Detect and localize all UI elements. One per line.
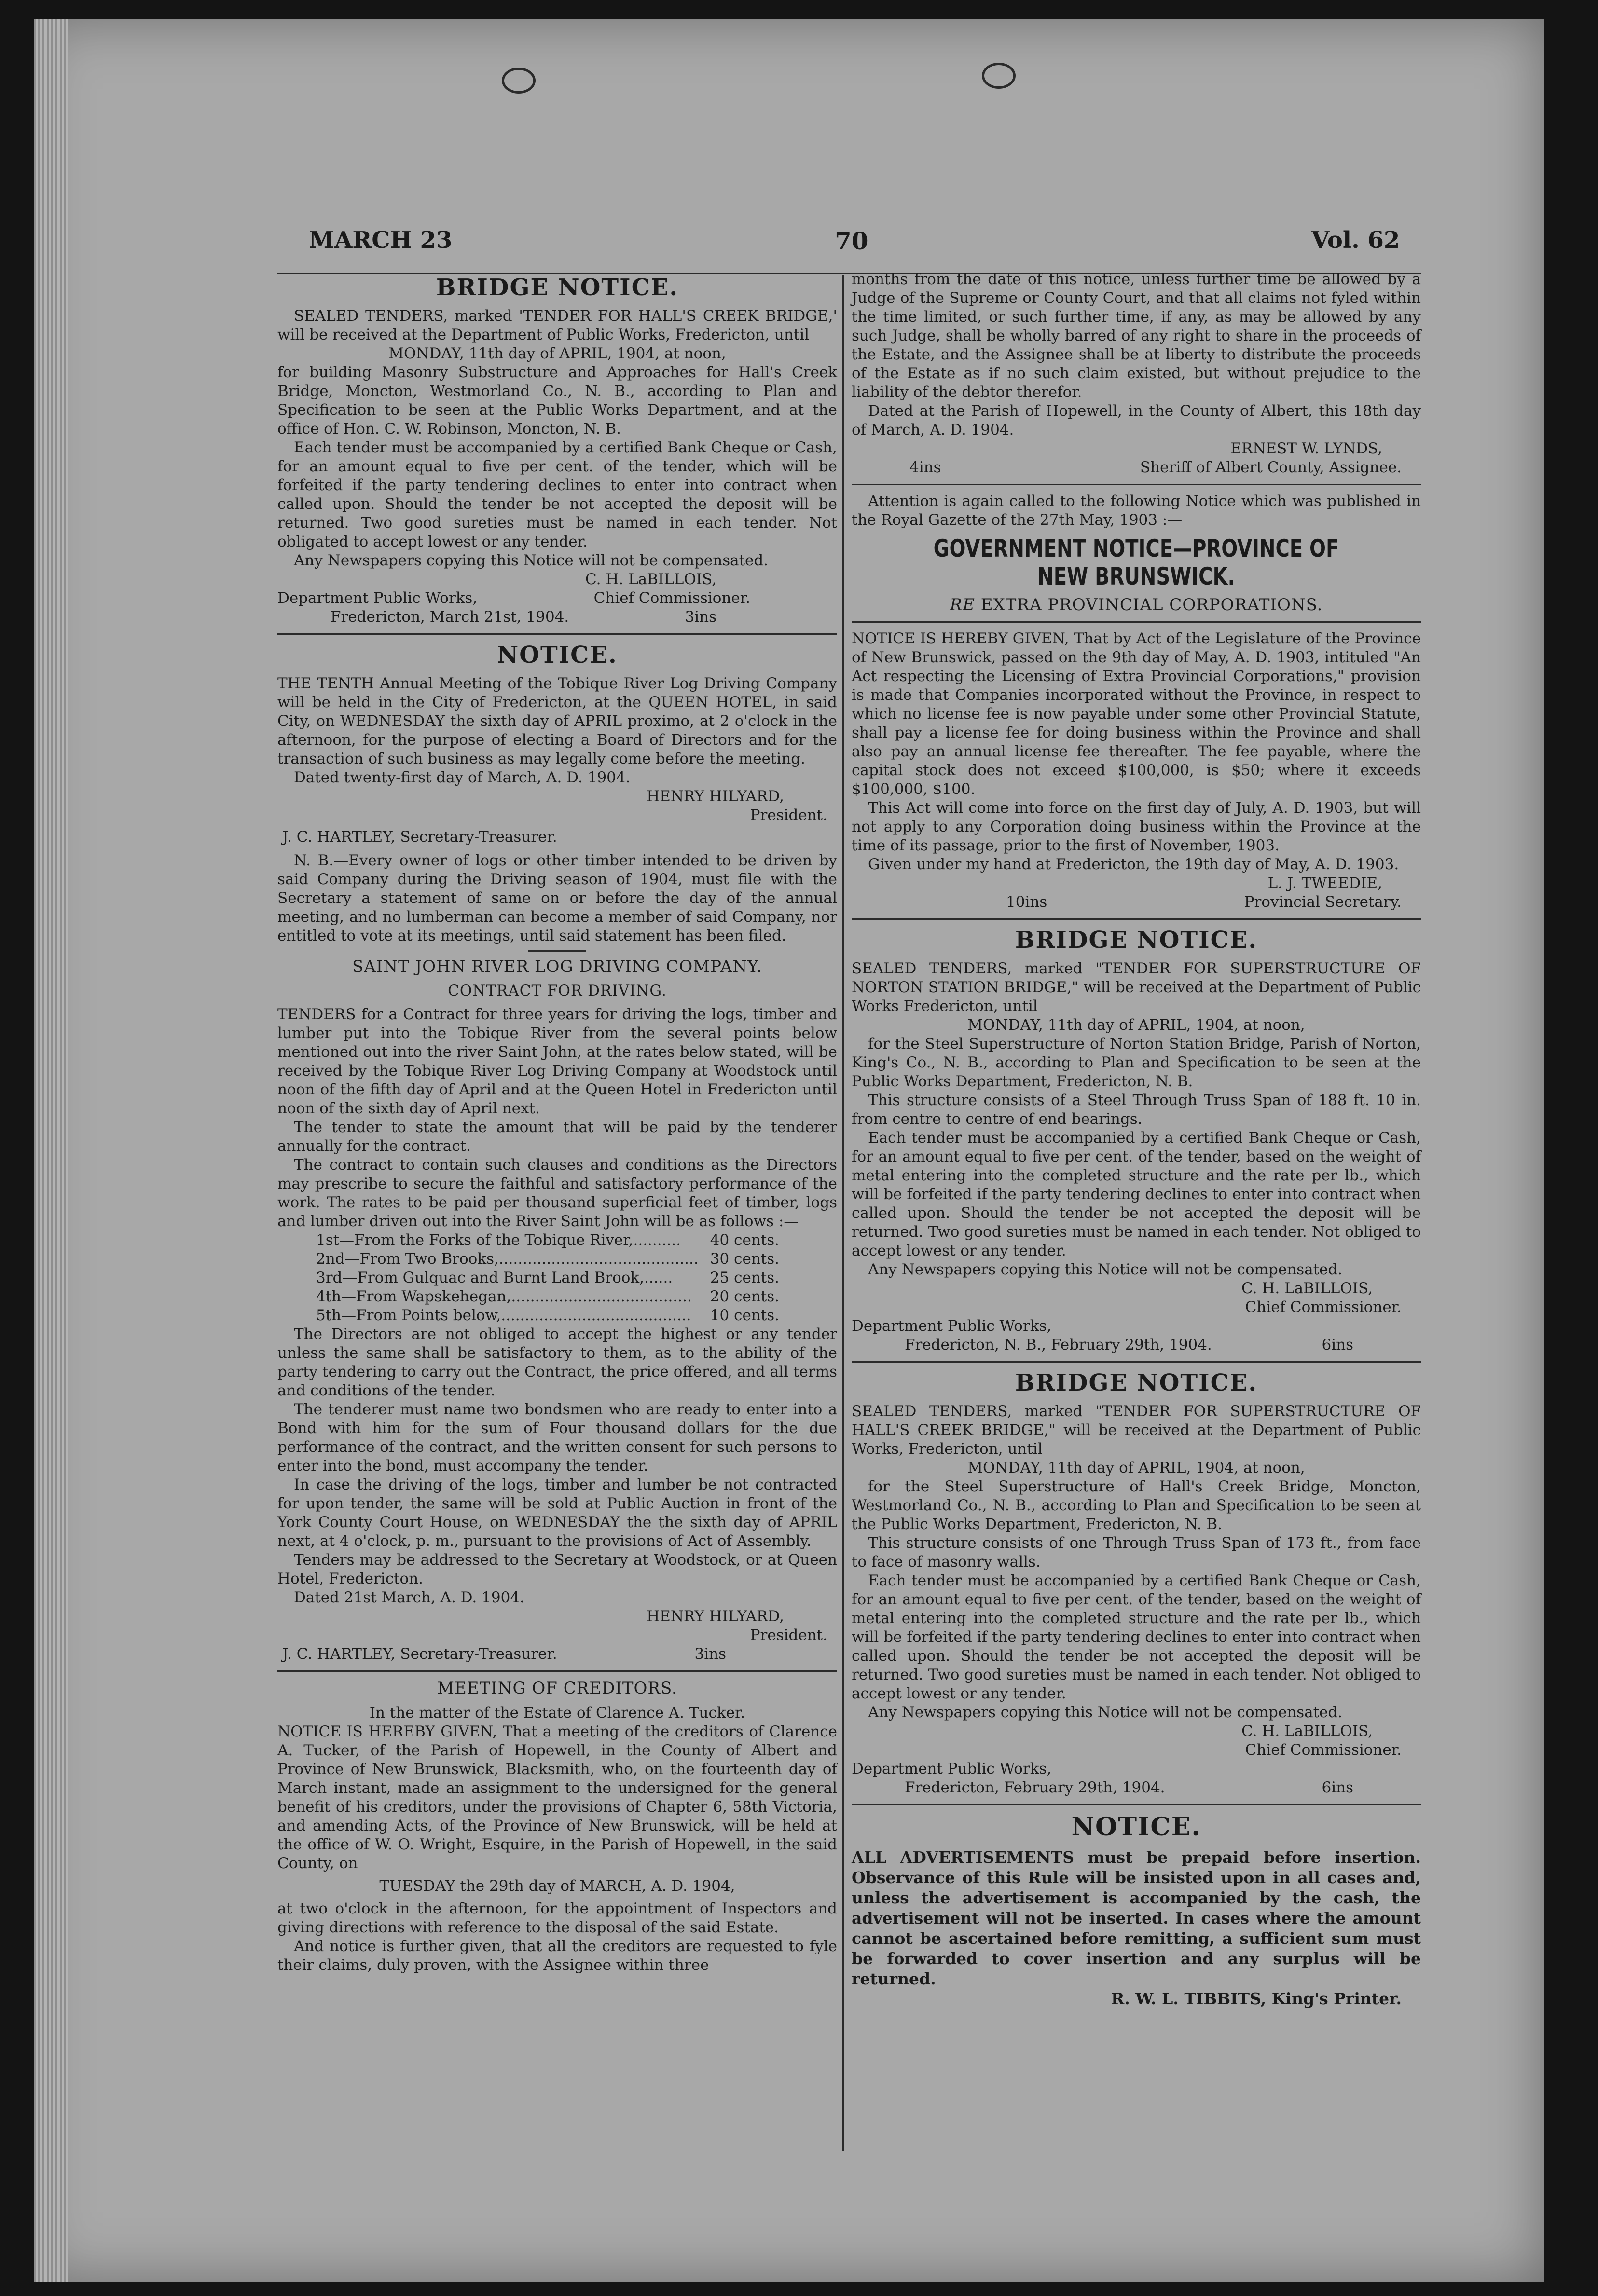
signer: C. H. LaBILLOIS, <box>1241 1722 1373 1740</box>
rate-amount: 30 cents. <box>710 1250 779 1268</box>
section-title: GOVERNMENT NOTICE—PROVINCE OF NEW BRUNSWICK. <box>933 534 1339 590</box>
rate-label: 2nd—From Two Brooks,.......................................... <box>316 1250 699 1268</box>
section-title: NOTICE. <box>1071 1812 1201 1842</box>
insertions: 3ins <box>694 1645 726 1663</box>
government-notice <box>852 492 1421 912</box>
paragraph: Dated at the Parish of Hopewell, in the County of Albert, this 18th day of March, A. D. 1904. <box>852 402 1421 438</box>
paragraph: Tenders may be addressed to the Secretary at Woodstock, or at Queen Hotel, Fredericton. <box>277 1551 837 1587</box>
signer: HENRY HILYARD, <box>647 788 784 805</box>
paragraph: ALL ADVERTISEMENTS must be prepaid before insertion. Observance of this Rule will be insisted upon in all cases and, unless the advertisement is accompanied by the cash, the advertisement will not be inserted. In cases where the amount cannot be ascertained before remitting, a sufficient sum must be forwarded to cover insertion and any surplus will be returned. <box>852 1848 1421 1988</box>
punch-hole <box>502 68 536 94</box>
paragraph: for building Masonry Substructure and Approaches for Hall's Creek Bridge, Moncton, Westmorland Co., N. B., according to Plan and Specification to be seen at the Public Works Department, and at the office of Hon. C. W. Robinson, Moncton, N. B. <box>277 364 837 437</box>
signer: C. H. LaBILLOIS, <box>1241 1280 1373 1297</box>
divider <box>852 1804 1421 1805</box>
paragraph: Any Newspapers copying this Notice will not be compensated. <box>868 1261 1343 1278</box>
rate-label: 5th—From Points below,........................................ <box>316 1307 691 1324</box>
paragraph: The tenderer must name two bondsmen who are ready to enter into a Bond with him for the sum of Four thousand dollars for the due performance of the contract, and the written consent for such persons to enter into the bond, must accompany the tender. <box>277 1401 837 1475</box>
divider <box>528 950 586 952</box>
rate-amount: 25 cents. <box>710 1269 779 1286</box>
left-column <box>277 270 837 1975</box>
signer-title: Sheriff of Albert County, Assignee. <box>1140 459 1402 476</box>
paragraph: The contract to contain such clauses and conditions as the Directors may prescribe to secure the faithful and satisfactory performance of the work. The rates to be paid per thousand superficial feet of timber, logs and lumber driven out into the River Saint John will be as follows :— <box>277 1156 837 1230</box>
rate-amount: 20 cents. <box>710 1288 779 1305</box>
section-subtitle <box>852 595 1421 615</box>
intro: SEALED TENDERS, marked "TENDER FOR SUPERSTRUCTURE OF HALL'S CREEK BRIDGE," will be received at the Department of Public Works, Fredericton, until <box>852 1403 1421 1458</box>
rate-row <box>277 1306 837 1325</box>
divider <box>852 484 1421 485</box>
signer: C. H. LaBILLOIS, <box>585 571 716 588</box>
paragraph: Each tender must be accompanied by a certified Bank Cheque or Cash, for an amount equal to five per cent. of the tender, based on the weight of metal entering into the completed structure and the rate per lb., which will be forfeited if the party tendering declines to enter into contract when called upon. Should the tender be not accepted the deposit will be returned. Two good sureties must be named in each tender. Not obliged to accept lowest or any tender. <box>852 1572 1421 1702</box>
department: Department Public Works, <box>852 1317 1052 1335</box>
saint-john-river-log-driving <box>277 957 837 1664</box>
punch-hole <box>982 63 1016 89</box>
rate-label: 3rd—From Gulquac and Burnt Land Brook,...... <box>316 1269 673 1286</box>
rate-row <box>277 1231 837 1250</box>
intro: SEALED TENDERS, marked "TENDER FOR SUPERSTRUCTURE OF NORTON STATION BRIDGE," will be received at the Department of Public Works Fredericton, until <box>852 960 1421 1015</box>
paragraph: And notice is further given, that all the creditors are requested to fyle their claims, duly proven, with the Assignee within three <box>277 1938 837 1974</box>
rate-row <box>277 1287 837 1306</box>
dated: Dated twenty-first day of March, A. D. 1904. <box>294 769 631 786</box>
divider <box>277 633 837 635</box>
attention: Attention is again called to the following Notice which was published in the Royal Gazette of the 27th May, 1903 :— <box>852 492 1421 529</box>
paragraph: The Directors are not obliged to accept the highest or any tender unless the same shall be satisfactory to them, as to the ability of the party tendering to carry out the Contract, the price offered, and all terms and conditions of the tender. <box>277 1326 837 1399</box>
dated: Dated 21st March, A. D. 1904. <box>294 1589 524 1606</box>
paragraph: This structure consists of a Steel Through Truss Span of 188 ft. 10 in. from centre to centre of end bearings. <box>852 1092 1421 1128</box>
notice-tobique <box>277 642 837 945</box>
paragraph: In case the driving of the logs, timber and lumber be not contracted for upon tender, the same will be sold at Public Auction in front of the York County Court House, on WEDNESDAY the the sixth day of APRIL next, at 4 o'clock, p. m., pursuant to the provisions of Act of Assembly. <box>277 1476 837 1550</box>
divider <box>852 1361 1421 1363</box>
intro: SEALED TENDERS, marked 'TENDER FOR HALL'S CREEK BRIDGE,' will be received at the Department of Public Works, Fredericton, until <box>277 307 837 343</box>
divider <box>852 621 1421 623</box>
rate-row <box>277 1250 837 1269</box>
paragraph: months from the date of this notice, unless further time be allowed by a Judge of the Supreme or County Court, and that all claims not fyled within the time limited, or such further time, if any, as may be allowed by any such Judge, shall be wholly barred of any right to share in the proceeds of the Estate, and the Assignee shall be at liberty to distribute the proceeds of the Estate as if no such claim existed, but without prejudice to the liability of the debtor therefor. <box>852 271 1421 401</box>
rate-label: 4th—From Wapskehegan,...................................... <box>316 1288 692 1305</box>
insertions: 10ins <box>1006 893 1047 911</box>
right-column <box>852 270 1421 2008</box>
signer-title: President. <box>750 806 827 824</box>
paragraph: for the Steel Superstructure of Norton Station Bridge, Parish of Norton, King's Co., N. B., according to Plan and Specification to be seen at the Public Works Department, Fredericton, N. B. <box>852 1035 1421 1090</box>
rate-label: 1st—From the Forks of the Tobique River,.......... <box>316 1231 681 1249</box>
signer: R. W. L. TIBBITS, King's Printer. <box>1111 1989 1402 2008</box>
paragraph: for the Steel Superstructure of Hall's Creek Bridge, Moncton, Westmorland Co., N. B., according to Plan and Specification to be seen at the Public Works Department, Fredericton, N. B. <box>852 1478 1421 1533</box>
secretary: J. C. HARTLEY, Secretary-Treasurer. <box>282 1645 557 1663</box>
paragraph: Given under my hand at Fredericton, the 19th day of May, A. D. 1903. <box>868 856 1399 873</box>
paragraph: This structure consists of one Through Truss Span of 173 ft., from face to face of masonry walls. <box>852 1534 1421 1571</box>
paragraph: NOTICE IS HEREBY GIVEN, That a meeting of the creditors of Clarence A. Tucker, of the Parish of Hopewell, in the County of Albert and Province of New Brunswick, Blacksmith, who, on the fourteenth day of March instant, made an assignment to the undersigned for the general benefit of his creditors, under the provisions of Chapter 6, 58th Victoria, and amending Acts, of the Province of New Brunswick, will be held at the office of W. O. Wright, Esquire, in the Parish of Hopewell, in the said County, on <box>277 1723 837 1872</box>
secretary: J. C. HARTLEY, Secretary-Treasurer. <box>282 828 557 846</box>
place-date: Fredericton, N. B., February 29th, 1904. <box>905 1336 1212 1353</box>
date-line: MONDAY, 11th day of APRIL, 1904, at noon, <box>388 345 726 362</box>
place-date: Fredericton, February 29th, 1904. <box>905 1779 1165 1796</box>
section-title: NOTICE. <box>497 642 618 669</box>
paragraph: Any Newspapers copying this Notice will not be compensated. <box>868 1704 1343 1721</box>
signer-title: President. <box>750 1626 827 1644</box>
bridge-notice-norton <box>852 927 1421 1354</box>
department: Department Public Works, <box>277 589 478 607</box>
paragraph: Each tender must be accompanied by a certified Bank Cheque or Cash, for an amount equal to five per cent. of the tender, which will be forfeited if the party tendering declines to enter into contract when called upon. Should the tender be not accepted the deposit will be returned. Two good sureties must be named in each tender. Not obligated to accept lowest or any tender. <box>277 439 837 550</box>
insertions: 4ins <box>909 459 941 476</box>
paragraph: This Act will come into force on the first day of July, A. D. 1903, but will not apply to any Corporation doing business within the Province at the time of its passage, prior to the first of November, 1903. <box>852 799 1421 854</box>
meeting-of-creditors <box>277 1679 837 1975</box>
rate-row <box>277 1269 837 1287</box>
rates-list <box>277 1231 837 1325</box>
creditors-continued <box>852 270 1421 477</box>
paragraph: N. B.—Every owner of logs or other timber intended to be driven by said Company during the Driving season of 1904, must file with the Secretary a statement of same on or before the day of the annual meeting, and no lumberman can become a member of said Company, nor entitled to vote at its meetings, until said statement has been filed. <box>277 852 837 944</box>
insertions: 6ins <box>1322 1336 1353 1353</box>
paragraph: The tender to state the amount that will be paid by the tenderer annually for the contract. <box>277 1119 837 1155</box>
place-date: Fredericton, March 21st, 1904. <box>331 608 569 626</box>
signer: L. J. TWEEDIE, <box>1267 875 1382 892</box>
date-line: MONDAY, 11th day of APRIL, 1904, at noon, <box>967 1016 1305 1034</box>
signer-title: Provincial Secretary. <box>1244 893 1402 911</box>
header-page-number: 70 <box>835 227 868 255</box>
paragraph: NOTICE IS HEREBY GIVEN, That by Act of the Legislature of the Province of New Brunswick, passed on the 9th day of May, A. D. 1903, intituled "An Act respecting the Licensing of Extra Provincial Corporations," provision is made that Companies incorporated without the Province, in respect to which no license fee is now payable under some other Provincial Statute, shall pay a license fee for doing business within the Province and shall also pay an annual license fee thereafter. The fee payable, where the capital stock does not exceed $100,000, is $50; where it exceeds $100,000, $100. <box>852 630 1421 798</box>
header-volume: Vol. 62 <box>1311 227 1400 254</box>
section-title: BRIDGE NOTICE. <box>1015 927 1258 954</box>
section-title: SAINT JOHN RIVER LOG DRIVING COMPANY. <box>352 957 763 976</box>
insertions: 6ins <box>1322 1779 1353 1796</box>
signer-title: Chief Commissioner. <box>1245 1298 1402 1316</box>
insertions: 3ins <box>685 608 716 626</box>
column-rule <box>842 275 844 2151</box>
signer-title: Chief Commissioner. <box>1245 1741 1402 1759</box>
header-date: MARCH 23 <box>309 227 453 254</box>
rate-amount: 10 cents. <box>710 1307 779 1324</box>
divider <box>852 918 1421 920</box>
paragraph: Each tender must be accompanied by a certified Bank Cheque or Cash, for an amount equal to five per cent. of the tender, based on the weight of metal entering into the completed structure and the rate per lb., which will be forfeited if the party tendering declines to enter into contract when called upon. Should the tender be not accepted the deposit will be returned. Two good sureties must be named in each tender. Not obliged to accept lowest or any tender. <box>852 1129 1421 1259</box>
rate-amount: 40 cents. <box>710 1231 779 1249</box>
section-subtitle: CONTRACT FOR DRIVING. <box>448 982 667 999</box>
bridge-notice-halls-creek-superstructure <box>852 1369 1421 1797</box>
paragraph: at two o'clock in the afternoon, for the appointment of Inspectors and giving directions with reference to the disposal of the said Estate. <box>277 1900 837 1936</box>
date-line: MONDAY, 11th day of APRIL, 1904, at noon, <box>967 1459 1305 1476</box>
re-label: RE <box>950 595 975 615</box>
section-title: BRIDGE NOTICE. <box>1015 1369 1258 1396</box>
section-title: MEETING OF CREDITORS. <box>437 1679 677 1698</box>
department: Department Public Works, <box>852 1760 1052 1777</box>
signer: HENRY HILYARD, <box>647 1608 784 1625</box>
paragraph: TENDERS for a Contract for three years for driving the logs, timber and lumber put into the Tobique River from the several points below mentioned out into the river Saint John, at the rates below stated, will be received by the Tobique River Log Driving Company at Woodstock until noon of the fifth day of April and at the Queen Hotel in Fredericton until noon of the sixth day of April next. <box>277 1006 837 1117</box>
section-title: BRIDGE NOTICE. <box>436 274 679 301</box>
paragraph: Any Newspapers copying this Notice will not be compensated. <box>294 552 769 569</box>
notice-advertisements <box>852 1812 1421 2008</box>
divider <box>277 1670 837 1672</box>
bridge-notice-halls-creek <box>277 274 837 627</box>
page-edge <box>34 19 68 2282</box>
signer-title: Chief Commissioner. <box>593 589 750 607</box>
matter: In the matter of the Estate of Clarence A. Tucker. <box>369 1704 745 1722</box>
paragraph: THE TENTH Annual Meeting of the Tobique River Log Driving Company will be held in the City of Fredericton, at the QUEEN HOTEL, in said City, on WEDNESDAY the sixth day of APRIL proximo, at 2 o'clock in the afternoon, for the purpose of electing a Board of Directors and for the transaction of such business as may legally come before the meeting. <box>277 675 837 767</box>
subtitle-text: EXTRA PROVINCIAL CORPORATIONS. <box>980 595 1323 615</box>
signer: ERNEST W. LYNDS, <box>1230 440 1382 457</box>
date-line: TUESDAY the 29th day of MARCH, A. D. 1904, <box>379 1877 735 1895</box>
